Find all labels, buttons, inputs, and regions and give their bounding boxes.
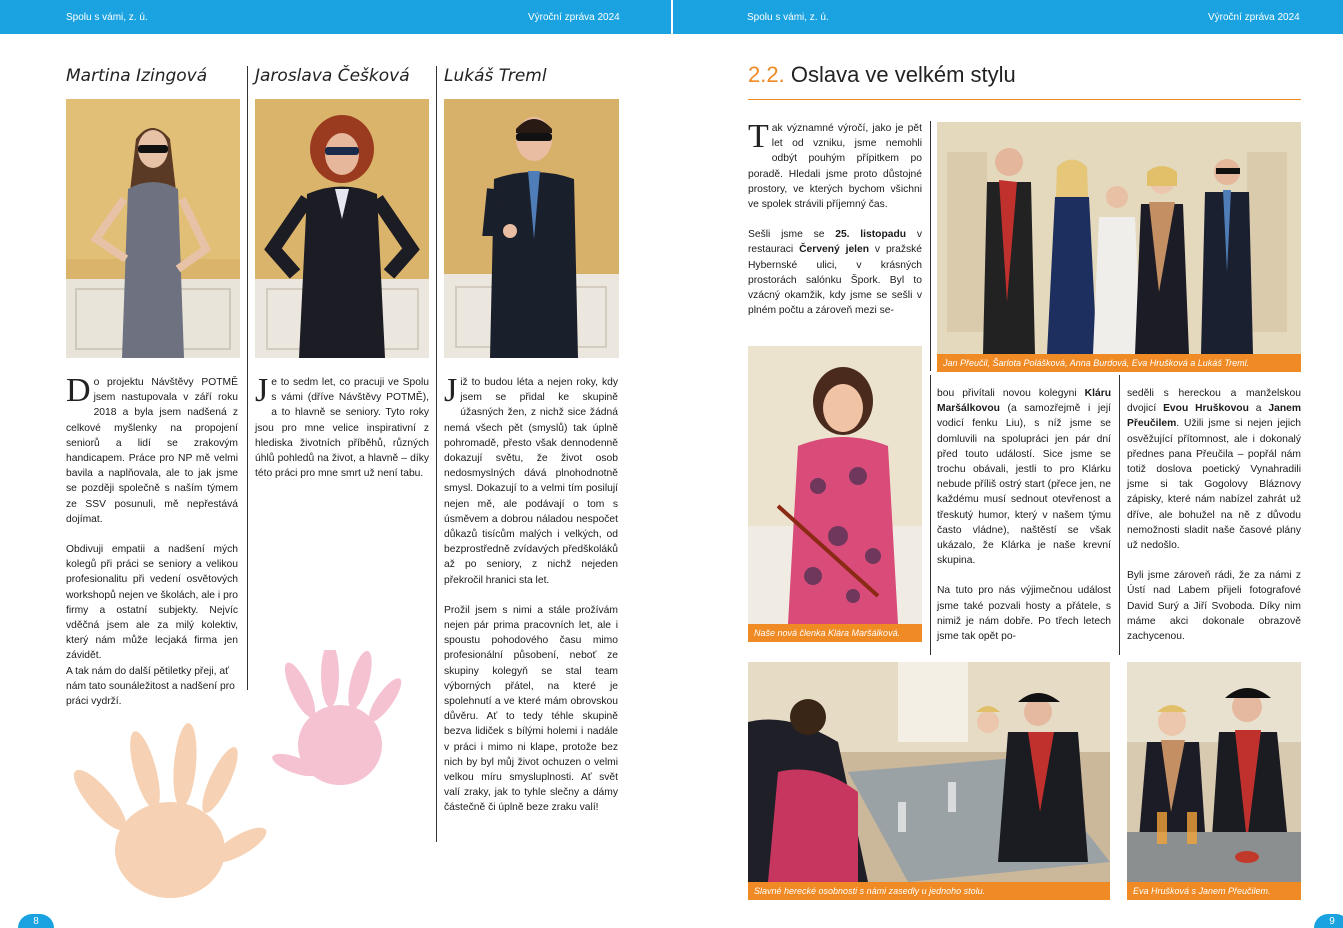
drop-cap: J <box>444 372 458 409</box>
bold-date: 25. listopadu <box>835 229 907 241</box>
spread-gutter <box>671 0 673 928</box>
page-number: 8 <box>18 914 54 928</box>
paragraph: Na tuto pro nás výjimečnou událost jsme také pozvali hosty a přátele, s nimiž je nám dobře. Po třech letech jsme tak opět po- <box>937 585 1111 643</box>
paragraph: Byli jsme zároveň rádi, že za námi z Ústí nad Labem přijeli fotografové David Surý a Jiří Svoboda. Díky nim máme akci dokonale obrazově zachycenou. <box>1127 570 1301 643</box>
paragraph: ak významné výročí, jako je pět let od vzniku, jsme nemohli odbýt pouhým přípitkem po poradě. Hledali jsme proto důstojné prostory, ve kterých bychom všichni ve spolek strávili příjemný čas. <box>748 123 922 211</box>
bold-venue: Červený jelen <box>799 244 870 256</box>
bold-name: Evou Hruškovou <box>1163 403 1249 415</box>
portrait-photo <box>255 99 429 358</box>
portrait-photo <box>444 99 619 358</box>
article-column-2 <box>937 386 1111 659</box>
header-bar-left <box>0 0 671 34</box>
person-name: Lukáš Treml <box>444 66 547 86</box>
article-column-1 <box>748 118 922 333</box>
paragraph: Obdivuji empatii a nadšení mých kolegů při práci se seniory a velikou profesionalitu při vedení osvětových workshopů nejen ve školách, ale i pro firmy a ostatní subjekty. Nejvíc vděčná jsem ale za milý kolektiv, který nám může lecjaká firma jen závidět. <box>66 544 238 662</box>
testimonial-text <box>444 372 618 831</box>
paragraph: Prožil jsem s nimi a stále prožívám nejen pár prima pracovních let, ale i spoustu pohodového času mimo profesionální působení, neboť ze skupiny kolegyň se stal team výborných přátel, na které je spolehnutí a ve které mám obrovskou důvěru. Ať to tedy téhle skupině bezva lidiček s bílými holemi i nadále v práci i mimo ni klape, protože bez nich by byl můj život ochuzen o velmi velkou míru smysluplnosti. Ať svět valí zraky, jak to tyhle slečny a dámy částečně či úplně beze zraku valí! <box>444 604 618 814</box>
text-run: . Užili jsme si nejen jejich osvěžující přítomnost, ale i dokonalý přednes pana Přeučila – popřál nám totiž doslova poetický Vynahradili jsme si tak Gogolovy Bláznovy zápisky, které nám nabízel zahrát už dříve, ale bohužel na ně z důvodu nemožnosti sladit naše časové plány už nedošlo. <box>1127 418 1301 552</box>
section-title: Oslava ve velkém stylu <box>790 62 1016 87</box>
text-run: (a samozřejmě i její vodicí fenku Liu), s níž jsme se domluvili na spolupráci jen pár dní před touto událostí. Sice jsme se trochu obávali, jestli to pro Klárku nebude příliš ostrý start (přece jen, ne každému musí sednout otevřenost a třeskutý humor, který v našem týmu často vládne), naštěstí se však ukázalo, že Klárka je naše krevní skupina. <box>937 403 1111 567</box>
handprint-decoration <box>40 650 420 928</box>
paragraph: A tak nám do další pětiletky přeji, ať nám tato sounáležitost a nadšení pro práci vydrží. <box>66 665 235 708</box>
header-report-title: Výroční zpráva 2024 <box>1208 12 1300 23</box>
page-number: 9 <box>1314 914 1343 928</box>
column-divider <box>930 121 931 371</box>
heading-rule <box>748 99 1301 100</box>
table-photo <box>748 662 1110 882</box>
text-run: Sešli jsme se <box>748 229 836 241</box>
photo-caption: Naše nová členka Klára Maršálková. <box>748 624 922 642</box>
header-org: Spolu s vámi, z. ú. <box>747 12 829 23</box>
text-run: seděli s hereckou a manželskou dvojicí <box>1127 388 1301 415</box>
column-divider <box>930 375 931 655</box>
section-heading <box>748 62 1016 88</box>
bold-name: Janem Přeučilem <box>1127 403 1301 430</box>
header-report-title: Výroční zpráva 2024 <box>528 12 620 23</box>
drop-cap: T <box>748 118 769 155</box>
column-divider <box>1119 375 1120 655</box>
header-org: Spolu s vámi, z. ú. <box>66 12 148 23</box>
couple-photo <box>1127 662 1301 882</box>
section-number: 2.2. <box>748 62 785 87</box>
photo-caption: Slavné herecké osobnosti s námi zasedly u jednoho stolu. <box>748 882 1110 900</box>
paragraph: iž to budou léta a nejen roky, kdy jsem se přidal ke skupině úžasných žen, z nichž sice žádná nemá všech pět (smyslů) tak úplně pohromadě, přesto však dennodenně dokazují světu, že život osob nedosmyslných dává plnohodnotně smysl. Dokazují to a velmi tím posilují nejen mě, ale podávají o tom s úsměvem a dobrou náladou nespočet důkazů tisícům malých i velkých, od bezprostředně zvídavých předškoláků až po seniory, z nichž nejeden překročil hranici sta let. <box>444 377 618 586</box>
group-photo <box>937 122 1301 354</box>
photo-caption: Eva Hrušková s Janem Přeučilem. <box>1127 882 1301 900</box>
paragraph: e to sedm let, co pracuji ve Spolu s vámi (dříve Návštěvy POTMĚ), a to hlavně se seniory. Tyto roky jsou pro mne velice inspirativní z hlediska životních příběhů, různých úhlů pohledů na život, a hlavně – díky této práci pro mne smrt už není tabu. <box>255 377 429 480</box>
column-divider <box>436 66 437 842</box>
paragraph: o projektu Návštěvy POTMĚ jsem nastupovala v září roku 2018 a byla jsem nadšená z celkové myšlenky na propojení seniorů a lidí se zrakovým handicapem. Práce pro NP mě velmi bavila a naplňovala, ale to jak jsme se později společně s naším týmem ze SSV posunuli, mě nepřestává dojímat. <box>66 377 238 525</box>
klara-photo <box>748 346 922 624</box>
text-run: v pražské Hybernské ulici, v krásných prostorách salónku Špork. Byl to vzácný okamžik, kdy jsme se sešli v plném počtu a zároveň mezi se- <box>748 244 922 317</box>
portrait-photo <box>66 99 240 358</box>
drop-cap: J <box>255 372 269 409</box>
drop-cap: D <box>66 372 91 409</box>
text-run: v restauraci <box>748 229 922 256</box>
article-column-3 <box>1127 386 1301 659</box>
photo-caption: Jan Přeučil, Šarlota Polášková, Anna Burdová, Eva Hrušková a Lukáš Treml. <box>937 354 1301 372</box>
bold-name: Kláru Maršálkovou <box>937 388 1111 415</box>
testimonial-text <box>255 372 429 496</box>
header-bar-right <box>673 0 1343 34</box>
person-name: Jaroslava Češková <box>255 66 410 86</box>
text-run: a <box>1248 403 1269 415</box>
person-name: Martina Izingová <box>66 66 208 86</box>
column-divider <box>247 66 248 690</box>
text-run: bou přivítali novou kolegyni <box>937 388 1085 399</box>
